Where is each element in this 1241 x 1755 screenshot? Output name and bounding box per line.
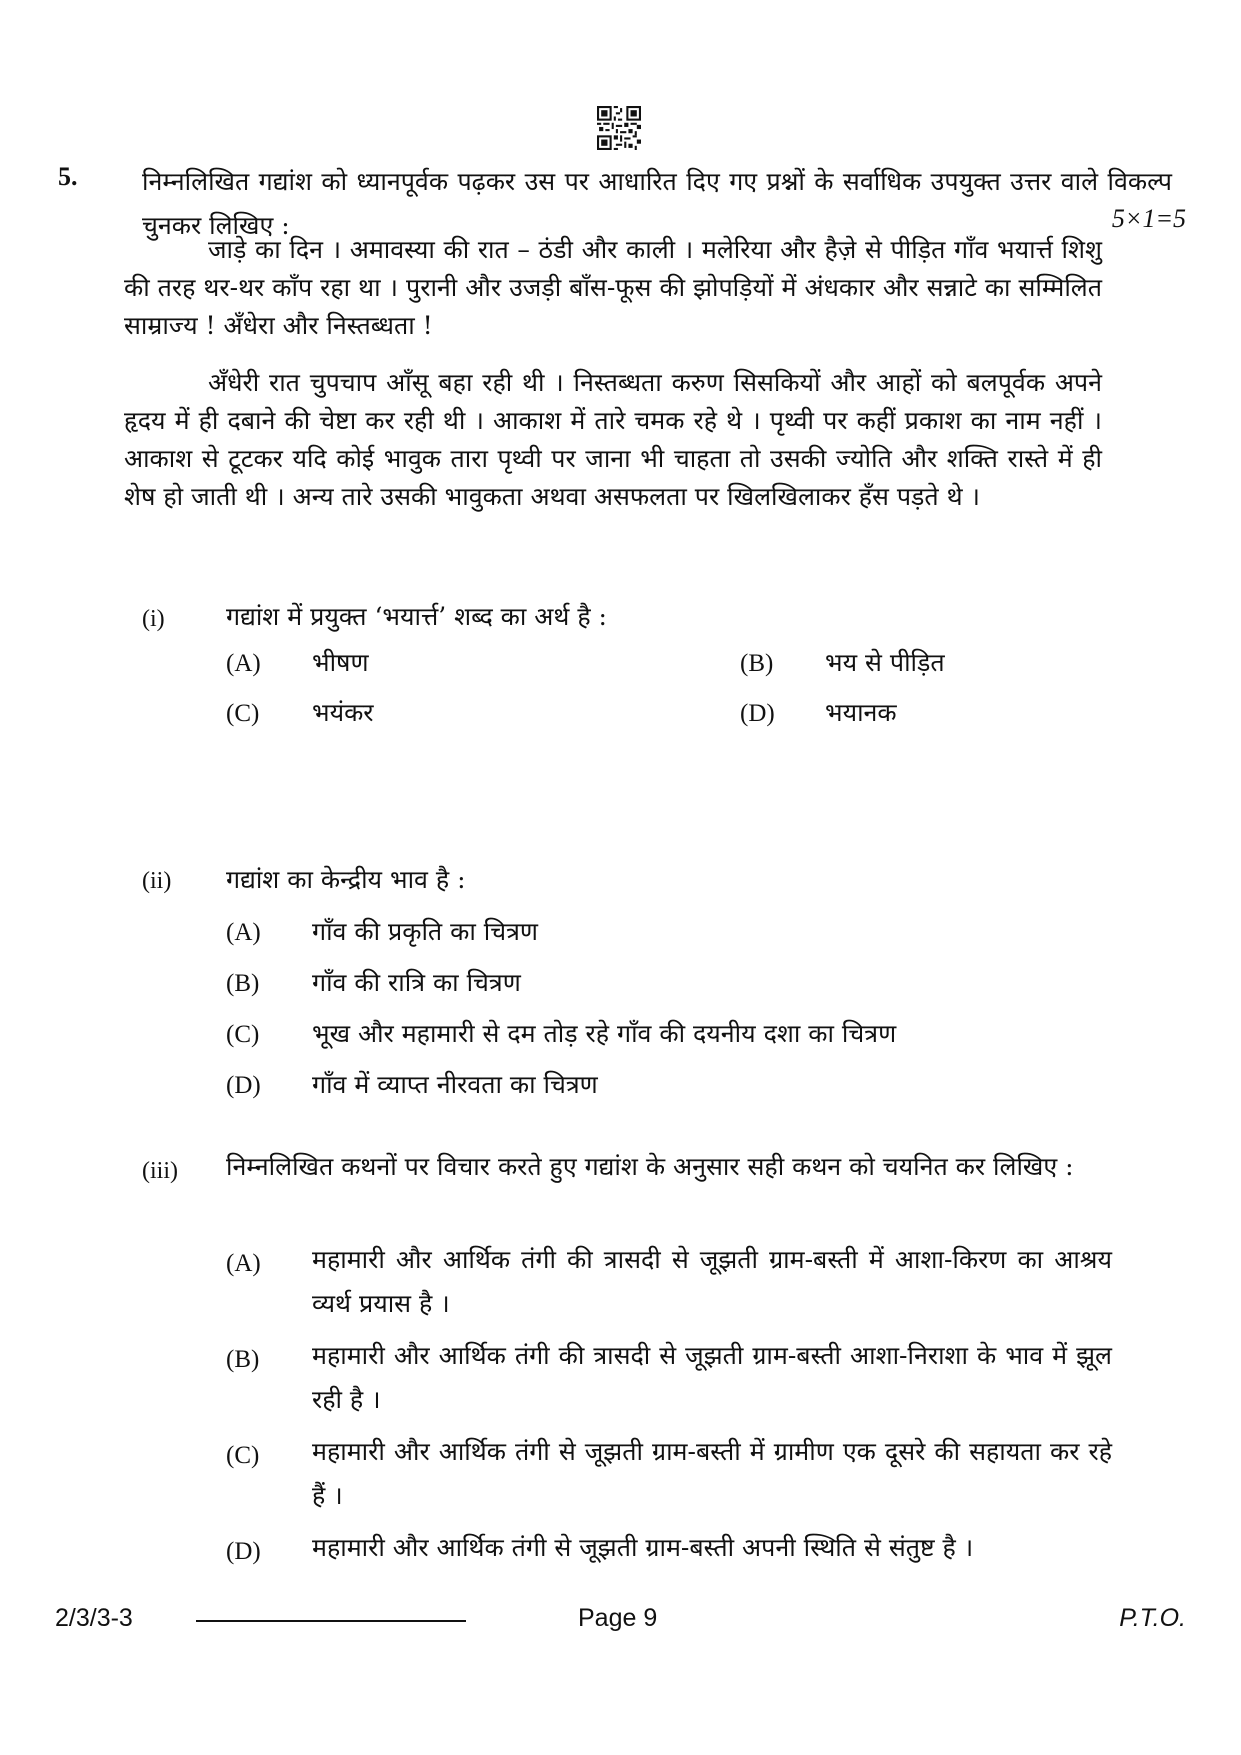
option-label: (B) — [226, 970, 260, 997]
option-label: (C) — [226, 700, 260, 727]
option-text: भयानक — [825, 698, 897, 727]
option-text: गाँव में व्याप्त नीरवता का चित्रण — [312, 1070, 598, 1099]
option-text: भय से पीड़ित — [825, 648, 945, 677]
option-text: महामारी और आर्थिक तंगी से जूझती ग्राम-बस्ती अपनी स्थिति से संतुष्ट है । — [312, 1533, 974, 1562]
option-text: भयंकर — [312, 698, 374, 727]
question-number: 5. — [58, 162, 78, 191]
marks-label: 5×1=5 — [1111, 204, 1186, 233]
option-label: (B) — [226, 1346, 260, 1373]
footer-divider — [196, 1620, 466, 1622]
option-label: (C) — [226, 1442, 260, 1469]
subquestion-label: (i) — [142, 606, 165, 632]
subquestion-label: (ii) — [142, 868, 172, 894]
option-text: गाँव की प्रकृति का चित्रण — [312, 917, 538, 946]
option-label: (B) — [740, 650, 774, 677]
option-label: (D) — [226, 1072, 261, 1099]
question-instruction: निम्नलिखित गद्यांश को ध्यानपूर्वक पढ़कर उस पर आधारित दिए गए प्रश्नों के सर्वाधिक उपयुक्त उत्तर वाले विकल्प चुनकर लिखिए : — [142, 167, 1172, 240]
subquestion-text: गद्यांश का केन्द्रीय भाव है : — [226, 865, 466, 894]
pto-label: P.T.O. — [1119, 1604, 1186, 1632]
paper-code: 2/3/3-3 — [55, 1604, 133, 1632]
option-text: महामारी और आर्थिक तंगी से जूझती ग्राम-बस्ती में ग्रामीण एक दूसरे की सहायता कर रहे हैं । — [312, 1437, 1112, 1510]
option-text: महामारी और आर्थिक तंगी की त्रासदी से जूझती ग्राम-बस्ती में आशा-किरण का आश्रय व्यर्थ प्रयास है । — [312, 1245, 1112, 1318]
option-label: (A) — [226, 1250, 261, 1277]
option-label: (A) — [226, 650, 261, 677]
subquestion-label: (iii) — [142, 1158, 178, 1184]
option-label: (D) — [226, 1538, 261, 1565]
option-text: महामारी और आर्थिक तंगी की त्रासदी से जूझती ग्राम-बस्ती आशा-निराशा के भाव में झूल रही है । — [312, 1341, 1112, 1414]
option-text: भूख और महामारी से दम तोड़ रहे गाँव की दयनीय दशा का चित्रण — [312, 1019, 897, 1048]
passage-paragraph-1: जाड़े का दिन । अमावस्या की रात – ठंडी और काली । मलेरिया और हैज़े से पीड़ित गाँव भयार्त्त शिशु की तरह थर-थर काँप रहा था । पुरानी और उजड़ी बाँस-फूस की झोपड़ियों में अंधकार और सन्नाटे का सम्मिलित साम्राज्य ! अँधेरा और निस्तब्धता ! — [124, 235, 1102, 340]
passage-paragraph-2: अँधेरी रात चुपचाप आँसू बहा रही थी । निस्तब्धता करुण सिसकियों और आहों को बलपूर्वक अपने हृदय में ही दबाने की चेष्टा कर रही थी । आकाश में तारे चमक रहे थे । पृथ्वी पर कहीं प्रकाश का नाम नहीं । आकाश से टूटकर यदि कोई भावुक तारा पृथ्वी पर जाना भी चाहता तो उसकी ज्योति और शक्ति रास्ते में ही शेष हो जाती थी । अन्य तारे उसकी भावुकता अथवा असफलता पर खिलखिलाकर हँस पड़ते थे । — [124, 368, 1102, 511]
option-label: (D) — [740, 700, 775, 727]
option-text: गाँव की रात्रि का चित्रण — [312, 968, 521, 997]
option-text: भीषण — [312, 648, 369, 677]
page-number: Page 9 — [578, 1604, 658, 1632]
option-label: (C) — [226, 1021, 260, 1048]
option-label: (A) — [226, 919, 261, 946]
subquestion-text: निम्नलिखित कथनों पर विचार करते हुए गद्यांश के अनुसार सही कथन को चयनित कर लिखिए : — [226, 1152, 1074, 1181]
qr-code-icon — [597, 106, 641, 150]
subquestion-text: गद्यांश में प्रयुक्त ‘भयार्त्त’ शब्द का अर्थ है : — [226, 602, 607, 631]
